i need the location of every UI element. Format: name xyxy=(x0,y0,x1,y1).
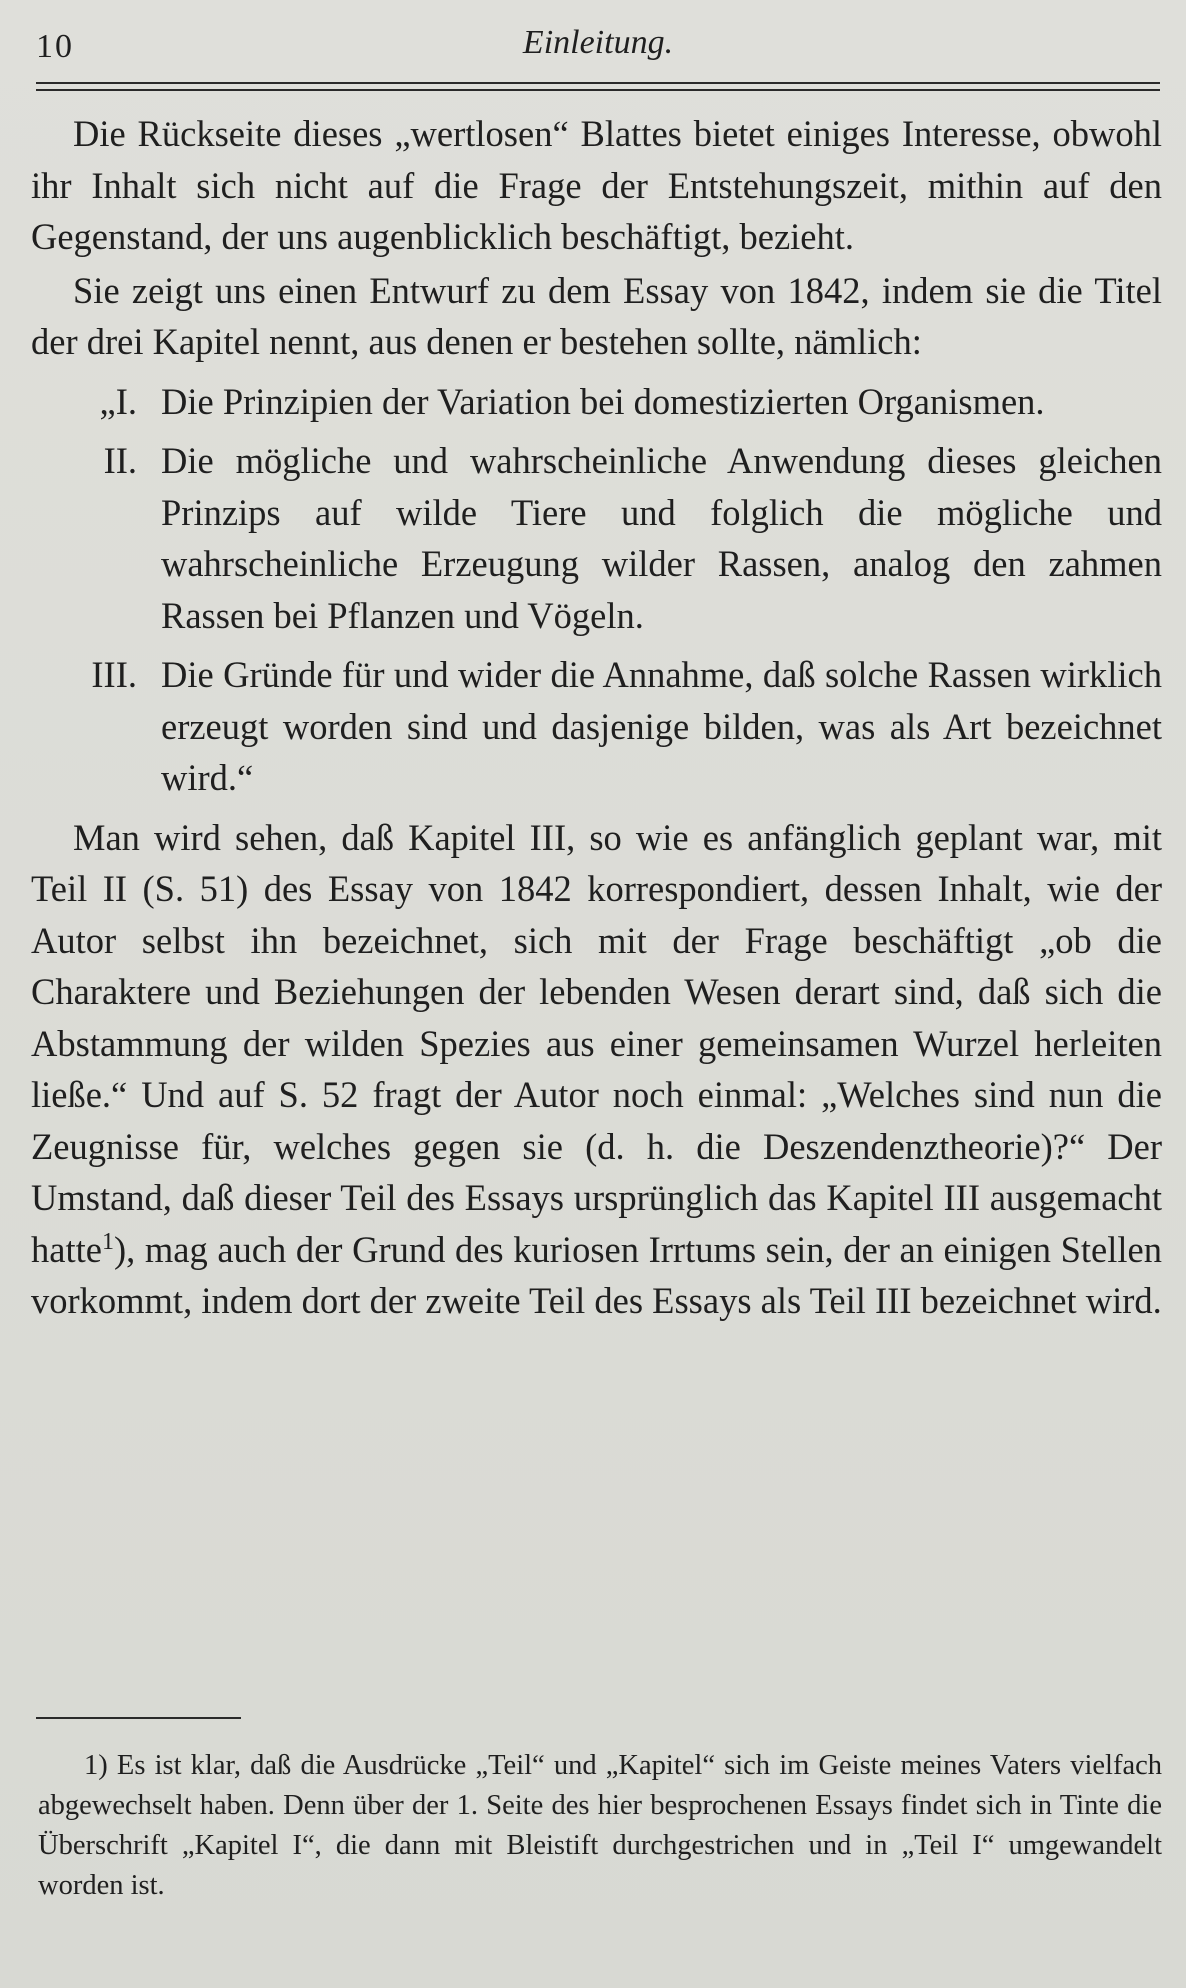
header-rule-bottom xyxy=(36,89,1160,91)
paragraph-3 xyxy=(31,812,1162,1327)
paragraph-3-part-2: ), mag auch der Grund des kuriosen Irrtums sein, der an einigen Stellen vorkommt, indem dort der zweite Teil des Essays als Teil III bezeichnet wird. xyxy=(31,1228,1162,1321)
footnote xyxy=(38,1746,1162,1906)
page-header xyxy=(36,22,1160,65)
list-item xyxy=(31,435,1162,641)
footnote-text: 1) Es ist klar, daß die Ausdrücke „Teil“ und „Kapitel“ sich im Geiste meines Vaters vielfach abgewechselt haben. Denn über der 1. Seite des hier besprochenen Essays findet sich in Tinte die Überschrift „Kapitel I“, die dann mit Bleistift durchgestrichen und in „Teil I“ umgewandelt worden ist. xyxy=(38,1750,1162,1901)
paragraph-3-part-1: Man wird sehen, daß Kapitel III, so wie es anfänglich geplant war, mit Teil II (S. 51) des Essay von 1842 korrespondiert, dessen Inhalt, wie der Autor selbst ihn bezeichnet, sich mit der Frage beschäftigt „ob die Charaktere und Beziehungen der lebenden Wesen derart sind, daß sich die Abstammung der wilden Spezies aus einer gemeinsamen Wurzel herleiten ließe.“ Und auf S. 52 fragt der Autor noch einmal: „Welches sind nun die Zeugnisse für, welches gegen sie (d. h. die Deszendenztheorie)?“ Der Umstand, daß dieser Teil des Essays ursprünglich das Kapitel III ausgemacht hatte xyxy=(31,816,1162,1270)
list-item-text: Die Gründe für und wider die Annahme, daß solche Rassen wirklich erzeugt worden sind und dasjenige bilden, was als Art bezeichnet wird.“ xyxy=(161,654,1162,798)
list-item xyxy=(31,649,1162,804)
list-item-text: Die Prinzipien der Variation bei domestizierten Organismen. xyxy=(161,380,1045,422)
paragraph-2: Sie zeigt uns einen Entwurf zu dem Essay von 1842, indem sie die Titel der drei Kapitel nennt, aus denen er bestehen sollte, nämlich: xyxy=(31,269,1162,362)
paragraph-1: Die Rückseite dieses „wertlosen“ Blattes bietet einiges Interesse, obwohl ihr Inhalt sich nicht auf die Frage der Entstehungszeit, mithin auf den Gegenstand, der uns augenblicklich beschäftigt, bezieht. xyxy=(31,113,1162,257)
list-item xyxy=(31,376,1162,428)
page-number: 10 xyxy=(36,28,74,65)
list-item-number: II. xyxy=(103,440,137,481)
footnote-marker: 1 xyxy=(101,1228,114,1255)
footnote-rule xyxy=(36,1717,241,1719)
list-item-number: III. xyxy=(91,654,137,695)
list-item-text: Die mögliche und wahrscheinliche Anwendung dieses gleichen Prinzips auf wilde Tiere und folglich die mögliche und wahrscheinliche Erzeugung wilder Rassen, analog den zahmen Rassen bei Pflanzen und Vögeln. xyxy=(161,440,1162,636)
main-text xyxy=(31,108,1162,1327)
header-rule-top xyxy=(36,82,1160,84)
running-title: Einleitung. xyxy=(522,24,674,61)
list-item-number: „I. xyxy=(99,380,137,422)
